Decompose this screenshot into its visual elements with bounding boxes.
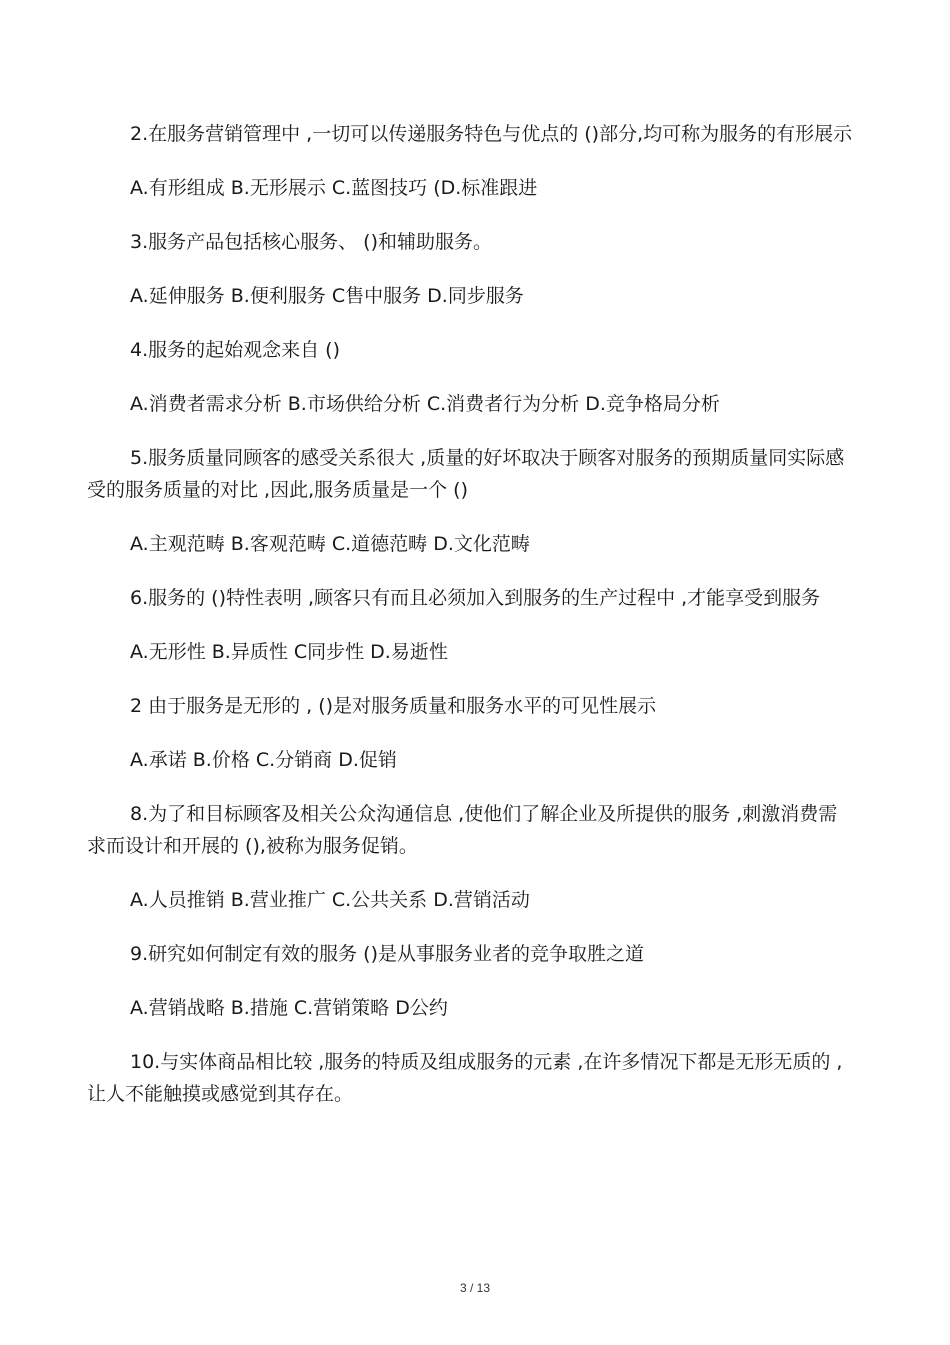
question-2: 2.在服务营销管理中 ,一切可以传递服务特色与优点的 ()部分,均可称为服务的有形展示 — [130, 123, 853, 145]
question-9-options: A.营销战略 B.措施 C.营销策略 D公约 — [130, 997, 448, 1019]
page-content — [87, 118, 855, 1132]
question-2-options: A.有形组成 B.无形展示 C.蓝图技巧 (D.标准跟进 — [130, 177, 538, 199]
question-4-options: A.消费者需求分析 B.市场供给分析 C.消费者行为分析 D.竞争格局分析 — [130, 393, 720, 415]
question-8: 8.为了和目标顾客及相关公众沟通信息 ,使他们了解企业及所提供的服务 ,刺激消费需求而设计和开展的 (),被称为服务促销。 — [87, 803, 838, 857]
question-5-options: A.主观范畴 B.客观范畴 C.道德范畴 D.文化范畴 — [130, 533, 530, 555]
question-6-options: A.无形性 B.异质性 C同步性 D.易逝性 — [130, 641, 448, 663]
page-number: 3 / 13 — [459, 1281, 491, 1295]
question-3-options: A.延伸服务 B.便利服务 C售中服务 D.同步服务 — [130, 285, 524, 307]
question-9: 9.研究如何制定有效的服务 ()是从事服务业者的竞争取胜之道 — [130, 943, 644, 965]
question-7-options: A.承诺 B.价格 C.分销商 D.促销 — [130, 749, 397, 771]
question-8-options: A.人员推销 B.营业推广 C.公共关系 D.营销活动 — [130, 889, 530, 911]
question-6: 6.服务的 ()特性表明 ,顾客只有而且必须加入到服务的生产过程中 ,才能享受到服务 — [130, 587, 821, 609]
question-3: 3.服务产品包括核心服务、 ()和辅助服务。 — [130, 231, 492, 253]
question-10: 10.与实体商品相比较 ,服务的特质及组成服务的元素 ,在许多情况下都是无形无质的 ,让人不能触摸或感觉到其存在。 — [87, 1051, 843, 1105]
question-5: 5.服务质量同顾客的感受关系很大 ,质量的好坏取决于顾客对服务的预期质量同实际感受的服务质量的对比 ,因此,服务质量是一个 () — [87, 447, 845, 501]
question-7: 2 由于服务是无形的 , ()是对服务质量和服务水平的可见性展示 — [130, 695, 657, 717]
question-4: 4.服务的起始观念来自 () — [130, 339, 340, 361]
